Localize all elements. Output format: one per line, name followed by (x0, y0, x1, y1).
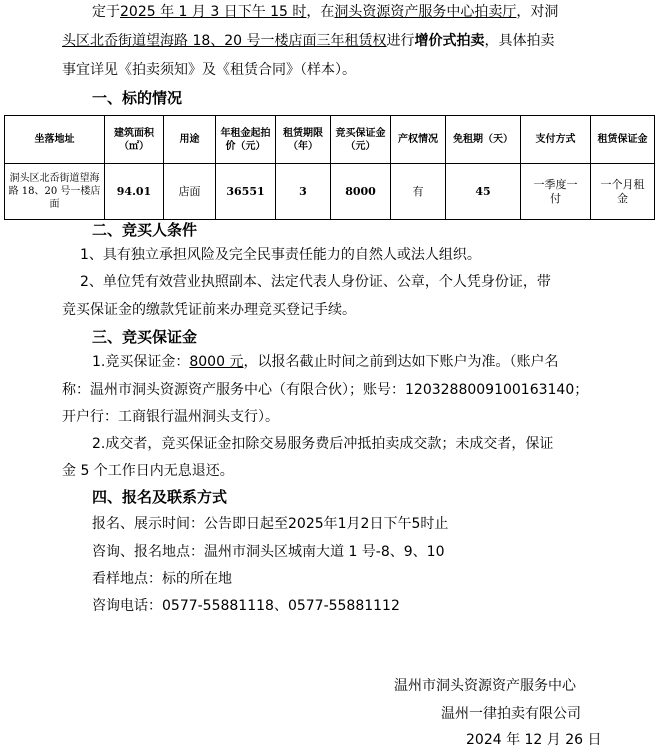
auction-venue: 洞头资源资产服务中心拍卖厅 (334, 4, 517, 20)
header-area: 建筑面积（㎡） (105, 116, 164, 164)
intro-text: ，对洞 (516, 4, 559, 20)
table-header-row (5, 116, 655, 164)
cell-rent-free: 45 (446, 164, 521, 220)
deposit-amount: 8000 元 (189, 354, 244, 370)
deposit-refund-line-1: 2.成交者，竞买保证金扣除交易服务费后冲抵拍卖成交款；未成交者，保证 (92, 436, 554, 452)
condition-2-line-1: 2、单位凭有效营业执照副本、法定代表人身份证、公章，个人凭身份证，带 (80, 274, 551, 290)
cell-ownership: 有 (391, 164, 446, 220)
registration-place: 咨询、报名地点：温州市洞头区城南大道 1 号-8、9、10 (92, 544, 445, 560)
cell-deposit: 8000 (331, 164, 391, 220)
signature-org-2: 温州一律拍卖有限公司 (441, 706, 581, 722)
cell-area: 94.01 (105, 164, 164, 220)
cell-use: 店面 (164, 164, 216, 220)
intro-text: ，在 (306, 4, 335, 20)
cell-lease-deposit: 一个月租金 (591, 164, 655, 220)
header-use: 用途 (164, 116, 216, 164)
signature-org-1: 温州市洞头资源资产服务中心 (394, 678, 576, 694)
section-3-title: 三、竞买保证金 (92, 328, 198, 346)
auction-time: 2025 年 1 月 3 日下午 15 时 (120, 4, 307, 20)
signature-date: 2024 年 12 月 26 日 (466, 732, 602, 748)
intro-text: 定于 (92, 4, 120, 20)
intro-line-3: 事宜详见《拍卖须知》及《租赁合同》（样本）。 (62, 62, 356, 78)
header-deposit: 竞买保证金（元） (331, 116, 391, 164)
auction-object: 头区北岙街道望海路 18、20 号一楼店面三年租赁权 (62, 33, 387, 49)
lot-table (4, 115, 655, 220)
cell-lease-term: 3 (276, 164, 331, 220)
deposit-line-1 (92, 352, 558, 372)
viewing-place: 看样地点：标的所在地 (92, 571, 232, 587)
header-lease-term: 租赁期限（年） (276, 116, 331, 164)
section-1-title: 一、标的情况 (92, 89, 183, 107)
deposit-refund-line-2: 金 5 个工作日内无息退还。 (62, 463, 234, 479)
registration-time: 报名、展示时间：公告即日起至2025年1月2日下午5时止 (92, 516, 449, 532)
header-address: 坐落地址 (5, 116, 105, 164)
deposit-label: 1.竞买保证金： (92, 354, 190, 370)
deposit-text: ，以报名截止时间之前到达如下账户为准。（账户名 (243, 354, 559, 370)
intro-text: ，具体拍卖 (484, 33, 555, 49)
cell-payment: 一季度一付 (521, 164, 591, 220)
table-row (5, 164, 655, 220)
header-lease-deposit: 租赁保证金 (591, 116, 655, 164)
header-annual-rent: 年租金起拍价（元） (216, 116, 276, 164)
auction-type: 增价式拍卖 (414, 33, 485, 49)
intro-line-1 (92, 2, 558, 22)
deposit-line-2: 称：温州市洞头资源资产服务中心（有限合伙）；账号：1203288009100163140； (62, 382, 589, 398)
header-rent-free: 免租期（天） (446, 116, 521, 164)
intro-line-2 (62, 31, 555, 51)
section-2-title: 二、竞买人条件 (92, 221, 198, 239)
header-payment: 支付方式 (521, 116, 591, 164)
cell-address: 洞头区北岙街道望海路 18、20 号一楼店面 (5, 164, 105, 220)
deposit-line-3: 开户行：工商银行温州洞头支行）。 (62, 409, 279, 425)
header-ownership: 产权情况 (391, 116, 446, 164)
condition-1: 1、具有独立承担风险及完全民事责任能力的自然人或法人组织。 (80, 247, 481, 263)
contact-phone: 咨询电话：0577-55881118、0577-55881112 (92, 598, 400, 614)
section-4-title: 四、报名及联系方式 (92, 488, 228, 506)
cell-annual-rent: 36551 (216, 164, 276, 220)
condition-2-line-2: 竞买保证金的缴款凭证前来办理竞买登记手续。 (62, 302, 356, 318)
intro-text: 进行 (386, 33, 415, 49)
